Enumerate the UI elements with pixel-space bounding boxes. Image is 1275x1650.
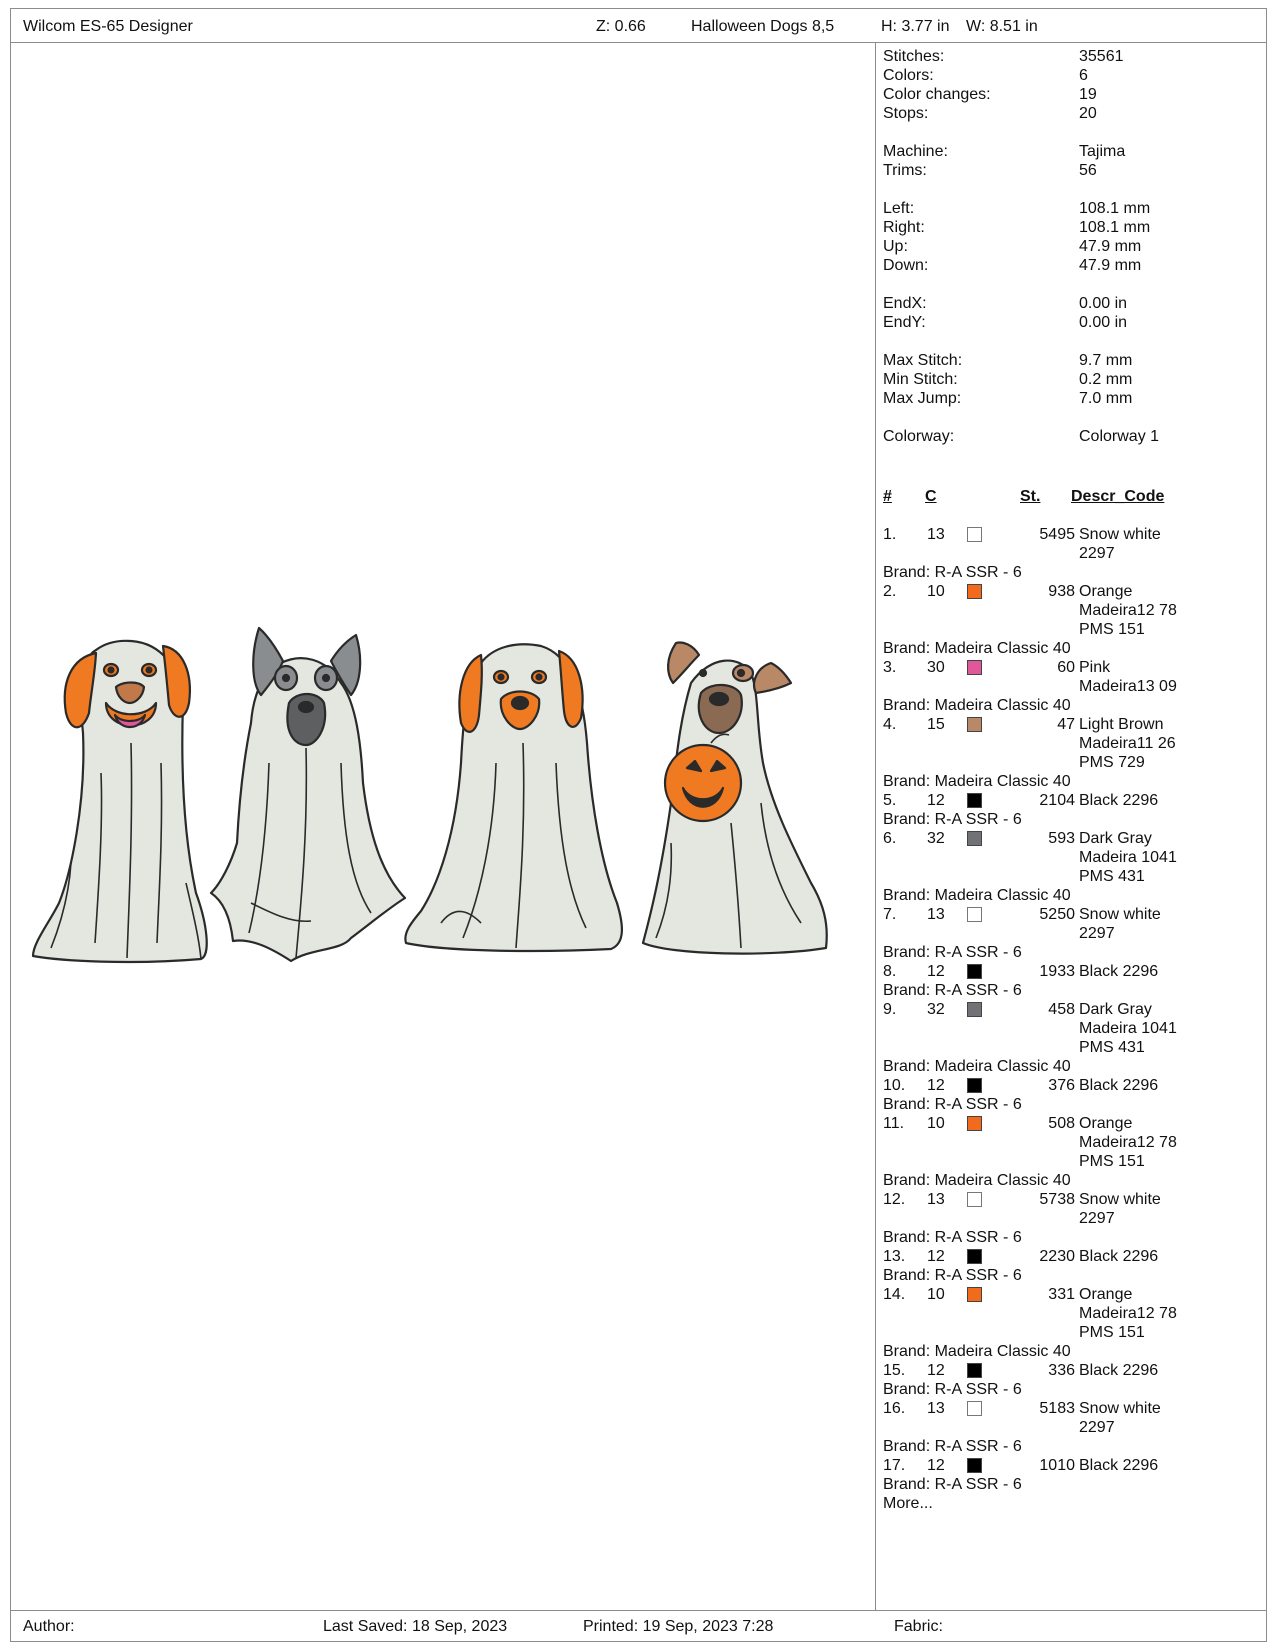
thread-row (883, 1247, 1263, 1266)
stat-value: 56 (1079, 162, 1097, 179)
stat-label: Down: (883, 257, 929, 274)
ghost-dog-3 (405, 644, 622, 951)
thread-number: 13. (883, 1248, 906, 1265)
thread-description: Black 2296 (1079, 792, 1159, 809)
thread-code: 12 (927, 792, 945, 809)
thread-stitches: 938 (1048, 583, 1075, 600)
thread-row (883, 905, 1263, 943)
thread-stitches: 47 (1057, 716, 1075, 733)
thread-number: 2. (883, 583, 897, 600)
thread-description: Dark Gray Madeira 1041 PMS 431 (1079, 830, 1177, 885)
thread-brand: Brand: Madeira Classic 40 (883, 887, 1071, 904)
jack-o-lantern-icon (665, 745, 741, 821)
more-link[interactable]: More... (883, 1495, 933, 1512)
color-swatch (967, 584, 982, 599)
col-header-num: # (883, 488, 892, 505)
thread-row (883, 829, 1263, 886)
thread-description: Light Brown Madeira11 26 PMS 729 (1079, 716, 1176, 771)
app-title: Wilcom ES-65 Designer (23, 18, 193, 35)
stat-value: 6 (1079, 67, 1088, 84)
thread-description: Black 2296 (1079, 1077, 1159, 1094)
thread-brand: Brand: Madeira Classic 40 (883, 773, 1071, 790)
ghost-dog-2 (211, 628, 405, 961)
thread-row (883, 1361, 1263, 1380)
thread-number: 6. (883, 830, 897, 847)
color-swatch (967, 1116, 982, 1131)
thread-description: Black 2296 (1079, 1457, 1159, 1474)
thread-number: 4. (883, 716, 897, 733)
panel-divider (875, 42, 876, 1611)
printed-date: Printed: 19 Sep, 2023 7:28 (583, 1618, 774, 1635)
fabric-label: Fabric: (894, 1618, 943, 1635)
thread-description: Pink Madeira13 09 (1079, 659, 1177, 695)
thread-brand: Brand: Madeira Classic 40 (883, 1343, 1071, 1360)
color-swatch (967, 907, 982, 922)
thread-stitches: 60 (1057, 659, 1075, 676)
thread-description: Black 2296 (1079, 963, 1159, 980)
thread-code: 12 (927, 1457, 945, 1474)
thread-stitches: 1010 (1039, 1457, 1075, 1474)
thread-stitches: 593 (1048, 830, 1075, 847)
thread-code: 10 (927, 1115, 945, 1132)
thread-brand: Brand: R-A SSR - 6 (883, 564, 1022, 581)
thread-stitches: 2104 (1039, 792, 1075, 809)
thread-brand: Brand: R-A SSR - 6 (883, 1476, 1022, 1493)
design-info-panel (883, 43, 1263, 1614)
stat-value: Colorway 1 (1079, 428, 1160, 445)
stat-label: Max Jump: (883, 390, 962, 407)
color-swatch (967, 1401, 982, 1416)
thread-description: Snow white 2297 (1079, 906, 1161, 942)
thread-row (883, 962, 1263, 981)
stat-label: Stops: (883, 105, 929, 122)
thread-row (883, 1285, 1263, 1342)
thread-code: 13 (927, 1400, 945, 1417)
stat-value: 35561 (1079, 48, 1124, 65)
thread-number: 15. (883, 1362, 906, 1379)
stat-label: Left: (883, 200, 915, 217)
thread-description: Snow white 2297 (1079, 526, 1161, 562)
thread-code: 12 (927, 1362, 945, 1379)
stat-label: Machine: (883, 143, 948, 160)
thread-stitches: 508 (1048, 1115, 1075, 1132)
thread-brand: Brand: R-A SSR - 6 (883, 811, 1022, 828)
embroidered-ghost-dogs-icon (11, 43, 874, 1614)
stat-label: EndX: (883, 295, 927, 312)
thread-row (883, 791, 1263, 810)
thread-brand: Brand: Madeira Classic 40 (883, 697, 1071, 714)
thread-number: 8. (883, 963, 897, 980)
stat-label: EndY: (883, 314, 926, 331)
thread-brand: Brand: R-A SSR - 6 (883, 982, 1022, 999)
stat-value: 7.0 mm (1079, 390, 1133, 407)
thread-row (883, 1456, 1263, 1475)
color-swatch (967, 1287, 982, 1302)
stat-value: 108.1 mm (1079, 219, 1151, 236)
thread-brand: Brand: Madeira Classic 40 (883, 1058, 1071, 1075)
thread-number: 9. (883, 1001, 897, 1018)
footer-bar (11, 1610, 1266, 1641)
ghost-dog-4 (643, 643, 827, 954)
thread-row (883, 1399, 1263, 1437)
thread-description: Snow white 2297 (1079, 1400, 1161, 1436)
thread-number: 10. (883, 1077, 906, 1094)
thread-code: 10 (927, 583, 945, 600)
thread-code: 13 (927, 1191, 945, 1208)
thread-stitches: 458 (1048, 1001, 1075, 1018)
col-header-code: C (925, 488, 937, 505)
thread-code: 32 (927, 1001, 945, 1018)
thread-brand: Brand: R-A SSR - 6 (883, 1381, 1022, 1398)
thread-description: Dark Gray Madeira 1041 PMS 431 (1079, 1001, 1177, 1056)
thread-stitches: 331 (1048, 1286, 1075, 1303)
thread-number: 12. (883, 1191, 906, 1208)
thread-stitches: 336 (1048, 1362, 1075, 1379)
thread-code: 15 (927, 716, 945, 733)
color-swatch (967, 1192, 982, 1207)
color-swatch (967, 1363, 982, 1378)
thread-brand: Brand: R-A SSR - 6 (883, 1229, 1022, 1246)
stat-value: 9.7 mm (1079, 352, 1133, 369)
stat-value: 108.1 mm (1079, 200, 1151, 217)
author-label: Author: (23, 1618, 75, 1635)
thread-number: 16. (883, 1400, 906, 1417)
stat-label: Colors: (883, 67, 934, 84)
thread-description: Orange Madeira12 78 PMS 151 (1079, 583, 1177, 638)
color-swatch (967, 1002, 982, 1017)
stat-label: Colorway: (883, 428, 955, 445)
stat-label: Up: (883, 238, 908, 255)
stat-label: Stitches: (883, 48, 945, 65)
thread-number: 3. (883, 659, 897, 676)
thread-code: 10 (927, 1286, 945, 1303)
thread-brand: Brand: R-A SSR - 6 (883, 1096, 1022, 1113)
thread-description: Black 2296 (1079, 1362, 1159, 1379)
thread-stitches: 5738 (1039, 1191, 1075, 1208)
thread-row (883, 1114, 1263, 1171)
stat-label: Right: (883, 219, 925, 236)
color-swatch (967, 1249, 982, 1264)
header-bar (11, 9, 1266, 43)
stat-label: Min Stitch: (883, 371, 958, 388)
col-header-desc: Descr_Code (1071, 488, 1165, 505)
col-header-stitches: St. (1020, 488, 1041, 505)
thread-stitches: 376 (1048, 1077, 1075, 1094)
design-preview (11, 43, 874, 1614)
thread-stitches: 2230 (1039, 1248, 1075, 1265)
color-swatch (967, 1078, 982, 1093)
thread-code: 30 (927, 659, 945, 676)
thread-brand: Brand: Madeira Classic 40 (883, 640, 1071, 657)
stat-value: 47.9 mm (1079, 238, 1142, 255)
color-swatch (967, 717, 982, 732)
thread-stitches: 5495 (1039, 526, 1075, 543)
zoom-readout: Z: 0.66 (596, 18, 646, 35)
thread-code: 12 (927, 1077, 945, 1094)
thread-number: 1. (883, 526, 897, 543)
width-readout: W: 8.51 in (966, 18, 1038, 35)
stat-label: Max Stitch: (883, 352, 963, 369)
thread-brand: Brand: R-A SSR - 6 (883, 944, 1022, 961)
color-swatch (967, 527, 982, 542)
stat-value: Tajima (1079, 143, 1126, 160)
thread-code: 13 (927, 906, 945, 923)
thread-row (883, 525, 1263, 563)
color-swatch (967, 1458, 982, 1473)
stat-value: 47.9 mm (1079, 257, 1142, 274)
print-frame (10, 8, 1267, 1642)
height-readout: H: 3.77 in (881, 18, 950, 35)
stat-value: 0.2 mm (1079, 371, 1133, 388)
design-name: Halloween Dogs 8,5 (691, 18, 835, 35)
thread-number: 14. (883, 1286, 906, 1303)
thread-code: 32 (927, 830, 945, 847)
stat-value: 0.00 in (1079, 295, 1128, 312)
color-swatch (967, 793, 982, 808)
thread-description: Snow white 2297 (1079, 1191, 1161, 1227)
stat-label: Color changes: (883, 86, 991, 103)
thread-brand: Brand: R-A SSR - 6 (883, 1267, 1022, 1284)
thread-description: Orange Madeira12 78 PMS 151 (1079, 1286, 1177, 1341)
thread-description: Orange Madeira12 78 PMS 151 (1079, 1115, 1177, 1170)
thread-row (883, 715, 1263, 772)
last-saved: Last Saved: 18 Sep, 2023 (323, 1618, 508, 1635)
thread-stitches: 1933 (1039, 963, 1075, 980)
thread-brand: Brand: R-A SSR - 6 (883, 1438, 1022, 1455)
thread-row (883, 582, 1263, 639)
stat-value: 0.00 in (1079, 314, 1128, 331)
thread-stitches: 5183 (1039, 1400, 1075, 1417)
color-swatch (967, 964, 982, 979)
ghost-dog-1 (33, 641, 207, 962)
thread-code: 12 (927, 963, 945, 980)
stat-value: 19 (1079, 86, 1097, 103)
color-swatch (967, 831, 982, 846)
thread-number: 5. (883, 792, 897, 809)
thread-stitches: 5250 (1039, 906, 1075, 923)
stat-label: Trims: (883, 162, 927, 179)
stat-value: 20 (1079, 105, 1097, 122)
thread-number: 11. (883, 1115, 905, 1132)
thread-brand: Brand: Madeira Classic 40 (883, 1172, 1071, 1189)
thread-description: Black 2296 (1079, 1248, 1159, 1265)
thread-row (883, 1076, 1263, 1095)
thread-row (883, 1000, 1263, 1057)
thread-number: 7. (883, 906, 897, 923)
thread-row (883, 1190, 1263, 1228)
thread-row (883, 658, 1263, 696)
color-swatch (967, 660, 982, 675)
thread-code: 13 (927, 526, 945, 543)
thread-code: 12 (927, 1248, 945, 1265)
thread-number: 17. (883, 1457, 906, 1474)
